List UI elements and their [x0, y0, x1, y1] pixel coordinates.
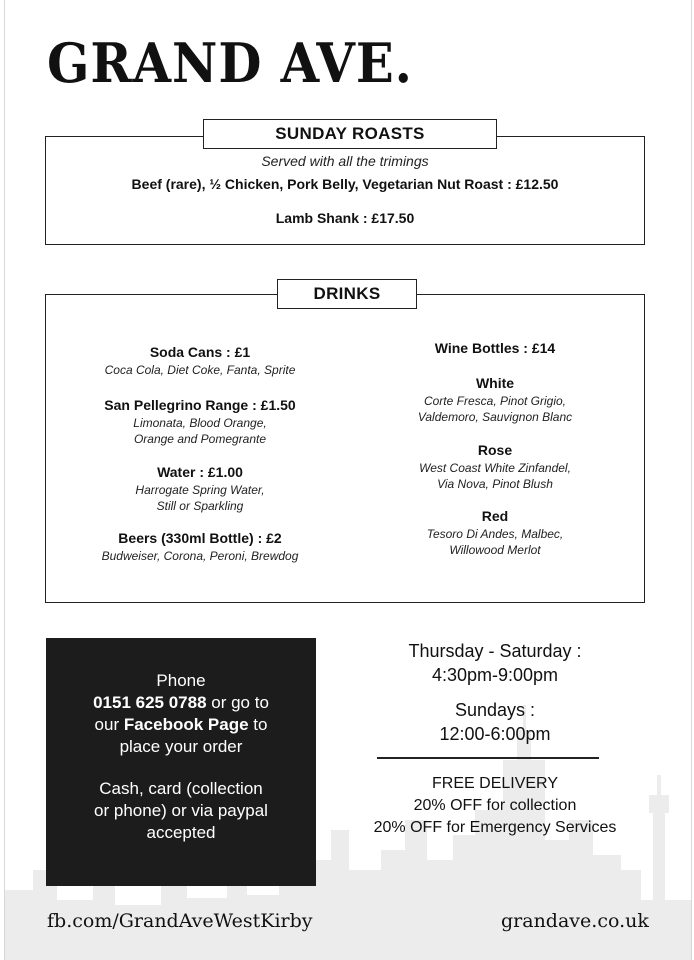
brand-logo: GRAND AVE.: [47, 31, 413, 95]
sunday-roasts-line1: Beef (rare), ½ Chicken, Pork Belly, Vegetarian Nut Roast : £12.50: [131, 176, 559, 192]
drink-desc: Limonata, Blood Orange,: [133, 416, 267, 430]
wine-name: Rose: [477, 442, 513, 458]
opening-hours-sunday-time: 12:00-6:00pm: [439, 724, 551, 744]
facebook-page-link[interactable]: Facebook Page: [123, 715, 249, 734]
drink-item: [65, 342, 335, 378]
drink-desc: Orange and Pomegrante: [133, 432, 267, 446]
wine-name: White: [475, 375, 515, 391]
drink-desc: Harrogate Spring Water,: [135, 483, 265, 497]
phone-number[interactable]: 0151 625 0788: [93, 693, 207, 712]
wine-desc: Corte Fresca, Pinot Grigio,: [423, 394, 567, 408]
wine-item: [365, 506, 625, 558]
drink-item: [65, 462, 335, 514]
wine-desc: Valdemoro, Sauvignon Blanc: [417, 410, 573, 424]
facebook-line: [46, 714, 316, 736]
facebook-line-post: to: [248, 715, 268, 734]
order-info-panel: [46, 638, 316, 886]
drink-name: Beers (330ml Bottle) : £2: [118, 530, 282, 546]
phone-line: [46, 692, 316, 714]
offer-emergency-services: 20% OFF for Emergency Services: [373, 819, 617, 836]
drink-item: [65, 528, 335, 564]
wine-desc: West Coast White Zinfandel,: [419, 461, 571, 475]
drink-name: San Pellegrino Range : £1.50: [104, 397, 296, 413]
offer-collection: 20% OFF for collection: [413, 797, 577, 814]
wine-desc: Via Nova, Pinot Blush: [437, 477, 553, 491]
opening-hours-weekday-time: 4:30pm-9:00pm: [431, 665, 559, 685]
payment-line: accepted: [146, 823, 216, 842]
facebook-url-link[interactable]: fb.com/GrandAveWestKirby: [47, 910, 313, 932]
website-link[interactable]: grandave.co.uk: [501, 910, 649, 932]
payment-line: or phone) or via paypal: [94, 801, 268, 820]
drink-name: Soda Cans : £1: [149, 344, 251, 360]
sunday-roasts-subtitle: Served with all the trimings: [261, 153, 429, 169]
wine-item: [365, 440, 625, 492]
drink-name: Water : £1.00: [157, 464, 243, 480]
wine-name: Red: [481, 508, 509, 524]
wine-item: [365, 373, 625, 425]
drink-desc: Budweiser, Corona, Peroni, Brewdog: [101, 549, 299, 563]
opening-hours-weekday-label: Thursday - Saturday :: [408, 641, 582, 661]
wine-heading-label: Wine Bottles : £14: [434, 340, 556, 356]
payment-line: Cash, card (collection: [99, 779, 263, 798]
hours-divider: [377, 757, 599, 759]
sunday-roasts-title: SUNDAY ROASTS: [203, 119, 497, 149]
phone-label: Phone: [156, 671, 206, 690]
wine-desc: Tesoro Di Andes, Malbec,: [426, 527, 564, 541]
menu-flyer: [4, 0, 692, 960]
drink-desc: Coca Cola, Diet Coke, Fanta, Sprite: [104, 363, 296, 377]
wine-heading: [365, 338, 625, 358]
drinks-title: DRINKS: [277, 279, 417, 309]
facebook-line-pre: our: [94, 715, 124, 734]
sunday-roasts-line2: Lamb Shank : £17.50: [275, 210, 415, 226]
opening-hours-sunday-label: Sundays :: [454, 700, 536, 720]
drink-item: [65, 395, 335, 447]
order-line: place your order: [119, 737, 243, 756]
offer-free-delivery: FREE DELIVERY: [432, 775, 558, 792]
drink-desc: Still or Sparkling: [156, 499, 244, 513]
phone-line-rest: or go to: [206, 693, 269, 712]
wine-desc: Willowood Merlot: [449, 543, 541, 557]
